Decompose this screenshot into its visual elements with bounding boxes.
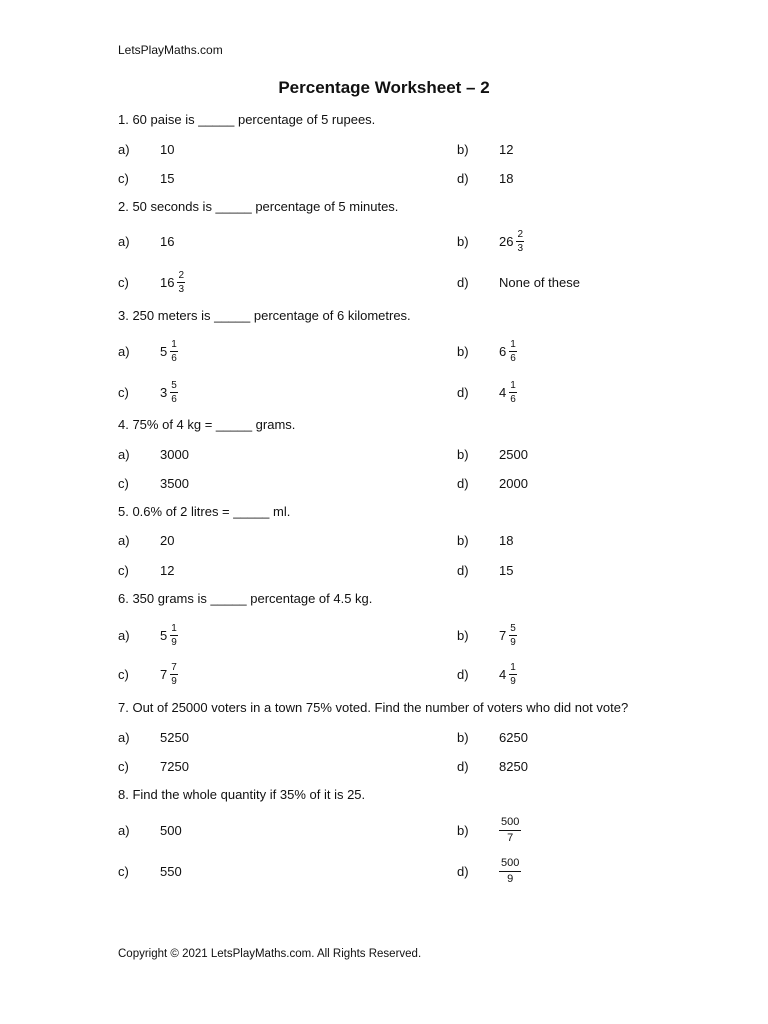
option-label: d) bbox=[457, 562, 469, 578]
answer-option bbox=[457, 267, 583, 297]
fraction-numerator: 2 bbox=[178, 269, 185, 281]
fraction-numerator: 1 bbox=[510, 379, 516, 391]
option-label: b) bbox=[457, 233, 469, 249]
option-value bbox=[160, 623, 178, 648]
option-value bbox=[499, 662, 517, 687]
fraction-denominator: 6 bbox=[171, 352, 177, 364]
fraction bbox=[170, 339, 178, 364]
option-value bbox=[499, 476, 531, 491]
fraction-denominator: 9 bbox=[171, 636, 177, 648]
option-label: b) bbox=[457, 141, 469, 157]
option-value bbox=[160, 730, 192, 745]
whole-number: 15 bbox=[160, 170, 175, 186]
fraction bbox=[177, 270, 185, 295]
fraction-denominator: 6 bbox=[171, 393, 177, 405]
whole-number: 4 bbox=[499, 666, 507, 682]
option-value bbox=[499, 275, 583, 290]
option-label: a) bbox=[118, 446, 130, 462]
option-label: c) bbox=[118, 384, 129, 400]
option-label: c) bbox=[118, 274, 129, 290]
whole-number: 5 bbox=[160, 627, 168, 643]
question-text: 2. 50 seconds is _____ percentage of 5 minutes. bbox=[118, 199, 399, 214]
option-label: b) bbox=[457, 532, 469, 548]
answer-option bbox=[457, 468, 531, 498]
option-label: b) bbox=[457, 627, 469, 643]
answer-option bbox=[118, 336, 178, 366]
fraction bbox=[170, 662, 178, 687]
fraction bbox=[170, 380, 178, 405]
option-label: c) bbox=[118, 666, 129, 682]
answer-option bbox=[118, 555, 177, 585]
copyright-notice: Copyright © 2021 LetsPlayMaths.com. All Rights Reserved. bbox=[118, 948, 422, 960]
answer-option bbox=[118, 751, 192, 781]
option-label: c) bbox=[118, 863, 129, 879]
whole-number: None of these bbox=[499, 274, 580, 290]
answer-option bbox=[457, 751, 531, 781]
whole-number: 12 bbox=[499, 141, 514, 157]
fraction-denominator: 9 bbox=[507, 872, 514, 885]
fraction bbox=[170, 623, 178, 648]
option-label: b) bbox=[457, 822, 469, 838]
option-value bbox=[499, 857, 521, 886]
fraction-denominator: 6 bbox=[510, 352, 516, 364]
whole-number: 5250 bbox=[160, 729, 189, 745]
fraction bbox=[509, 623, 517, 648]
whole-number: 7 bbox=[499, 627, 507, 643]
answer-option bbox=[118, 226, 177, 256]
whole-number: 6 bbox=[499, 343, 507, 359]
option-label: d) bbox=[457, 274, 469, 290]
question-text: 1. 60 paise is _____ percentage of 5 rupees. bbox=[118, 112, 376, 127]
fraction-numerator: 5 bbox=[171, 379, 177, 391]
whole-number: 550 bbox=[160, 863, 182, 879]
answer-option bbox=[118, 163, 177, 193]
option-value bbox=[160, 823, 185, 838]
fraction-denominator: 9 bbox=[510, 636, 516, 648]
option-label: a) bbox=[118, 343, 130, 359]
option-label: c) bbox=[118, 170, 129, 186]
option-label: d) bbox=[457, 758, 469, 774]
whole-number: 3 bbox=[160, 384, 168, 400]
whole-number: 12 bbox=[160, 562, 175, 578]
answer-option bbox=[118, 267, 185, 297]
whole-number: 10 bbox=[160, 141, 175, 157]
option-value bbox=[160, 476, 192, 491]
fraction bbox=[509, 662, 517, 687]
option-value bbox=[499, 229, 524, 254]
answer-option bbox=[118, 722, 192, 752]
option-value bbox=[499, 339, 517, 364]
option-value bbox=[160, 563, 177, 578]
option-value bbox=[160, 447, 192, 462]
whole-number: 18 bbox=[499, 532, 514, 548]
option-value bbox=[499, 563, 516, 578]
option-label: d) bbox=[457, 384, 469, 400]
answer-option bbox=[457, 525, 516, 555]
option-value bbox=[499, 816, 521, 845]
fraction-denominator: 3 bbox=[178, 283, 185, 295]
site-name: LetsPlayMaths.com bbox=[118, 43, 223, 57]
fraction-numerator: 500 bbox=[499, 857, 521, 872]
option-label: a) bbox=[118, 532, 130, 548]
fraction-numerator: 1 bbox=[510, 661, 516, 673]
page-title: Percentage Worksheet – 2 bbox=[278, 78, 490, 97]
answer-option bbox=[457, 620, 517, 650]
question-text: 5. 0.6% of 2 litres = _____ ml. bbox=[118, 504, 291, 519]
option-label: a) bbox=[118, 822, 130, 838]
option-label: c) bbox=[118, 758, 129, 774]
answer-option bbox=[118, 134, 177, 164]
option-label: b) bbox=[457, 343, 469, 359]
fraction-numerator: 5 bbox=[510, 622, 516, 634]
whole-number: 16 bbox=[160, 274, 175, 290]
whole-number: 4 bbox=[499, 384, 507, 400]
option-value bbox=[160, 339, 178, 364]
fraction-denominator: 9 bbox=[171, 675, 177, 687]
fraction-numerator: 7 bbox=[171, 661, 177, 673]
answer-option bbox=[118, 377, 178, 407]
option-value bbox=[160, 270, 185, 295]
option-value bbox=[499, 171, 516, 186]
answer-option bbox=[118, 815, 185, 845]
answer-option bbox=[457, 659, 517, 689]
option-label: b) bbox=[457, 729, 469, 745]
fraction-numerator: 1 bbox=[510, 338, 516, 350]
whole-number: 7 bbox=[160, 666, 168, 682]
answer-option bbox=[457, 377, 517, 407]
option-value bbox=[160, 759, 192, 774]
fraction bbox=[499, 857, 521, 886]
option-value bbox=[499, 623, 517, 648]
option-label: d) bbox=[457, 666, 469, 682]
option-label: a) bbox=[118, 627, 130, 643]
option-label: a) bbox=[118, 729, 130, 745]
fraction bbox=[509, 339, 517, 364]
fraction bbox=[516, 229, 524, 254]
option-label: d) bbox=[457, 863, 469, 879]
option-value bbox=[160, 864, 185, 879]
option-value bbox=[160, 533, 177, 548]
answer-option bbox=[118, 525, 177, 555]
whole-number: 15 bbox=[499, 562, 514, 578]
fraction-numerator: 500 bbox=[499, 816, 521, 831]
question-text: 3. 250 meters is _____ percentage of 6 kilometres. bbox=[118, 308, 411, 323]
option-value bbox=[499, 759, 531, 774]
question-text: 7. Out of 25000 voters in a town 75% voted. Find the number of voters who did not vote? bbox=[118, 700, 629, 715]
question-text: 6. 350 grams is _____ percentage of 4.5 kg. bbox=[118, 591, 373, 606]
answer-option bbox=[457, 163, 516, 193]
option-label: a) bbox=[118, 141, 130, 157]
fraction-denominator: 6 bbox=[510, 393, 516, 405]
whole-number: 26 bbox=[499, 233, 514, 249]
whole-number: 5 bbox=[160, 343, 168, 359]
answer-option bbox=[118, 620, 178, 650]
answer-option bbox=[118, 659, 178, 689]
whole-number: 8250 bbox=[499, 758, 528, 774]
fraction-denominator: 7 bbox=[507, 831, 514, 844]
answer-option bbox=[457, 336, 517, 366]
option-label: d) bbox=[457, 170, 469, 186]
option-value bbox=[160, 142, 177, 157]
answer-option bbox=[457, 226, 524, 256]
whole-number: 7250 bbox=[160, 758, 189, 774]
whole-number: 18 bbox=[499, 170, 514, 186]
answer-option bbox=[118, 468, 192, 498]
whole-number: 20 bbox=[160, 532, 175, 548]
option-label: a) bbox=[118, 233, 130, 249]
option-label: c) bbox=[118, 475, 129, 491]
question-text: 8. Find the whole quantity if 35% of it is 25. bbox=[118, 787, 366, 802]
question-text: 4. 75% of 4 kg = _____ grams. bbox=[118, 417, 296, 432]
answer-option bbox=[457, 722, 531, 752]
answer-option bbox=[457, 815, 521, 845]
option-value bbox=[160, 171, 177, 186]
option-value bbox=[499, 447, 531, 462]
option-label: b) bbox=[457, 446, 469, 462]
fraction bbox=[509, 380, 517, 405]
whole-number: 2000 bbox=[499, 475, 528, 491]
answer-option bbox=[457, 439, 531, 469]
option-value bbox=[160, 234, 177, 249]
answer-option bbox=[118, 856, 185, 886]
option-label: d) bbox=[457, 475, 469, 491]
option-label: c) bbox=[118, 562, 129, 578]
whole-number: 3500 bbox=[160, 475, 189, 491]
answer-option bbox=[457, 134, 516, 164]
whole-number: 6250 bbox=[499, 729, 528, 745]
option-value bbox=[499, 730, 531, 745]
answer-option bbox=[457, 555, 516, 585]
fraction bbox=[499, 816, 521, 845]
option-value bbox=[499, 533, 516, 548]
whole-number: 500 bbox=[160, 822, 182, 838]
fraction-numerator: 1 bbox=[171, 338, 177, 350]
option-value bbox=[160, 380, 178, 405]
fraction-denominator: 9 bbox=[510, 675, 516, 687]
whole-number: 3000 bbox=[160, 446, 189, 462]
whole-number: 2500 bbox=[499, 446, 528, 462]
option-value bbox=[499, 142, 516, 157]
answer-option bbox=[457, 856, 521, 886]
option-value bbox=[160, 662, 178, 687]
option-value bbox=[499, 380, 517, 405]
fraction-denominator: 3 bbox=[517, 242, 524, 254]
answer-option bbox=[118, 439, 192, 469]
whole-number: 16 bbox=[160, 233, 175, 249]
fraction-numerator: 1 bbox=[171, 622, 177, 634]
fraction-numerator: 2 bbox=[517, 228, 524, 240]
